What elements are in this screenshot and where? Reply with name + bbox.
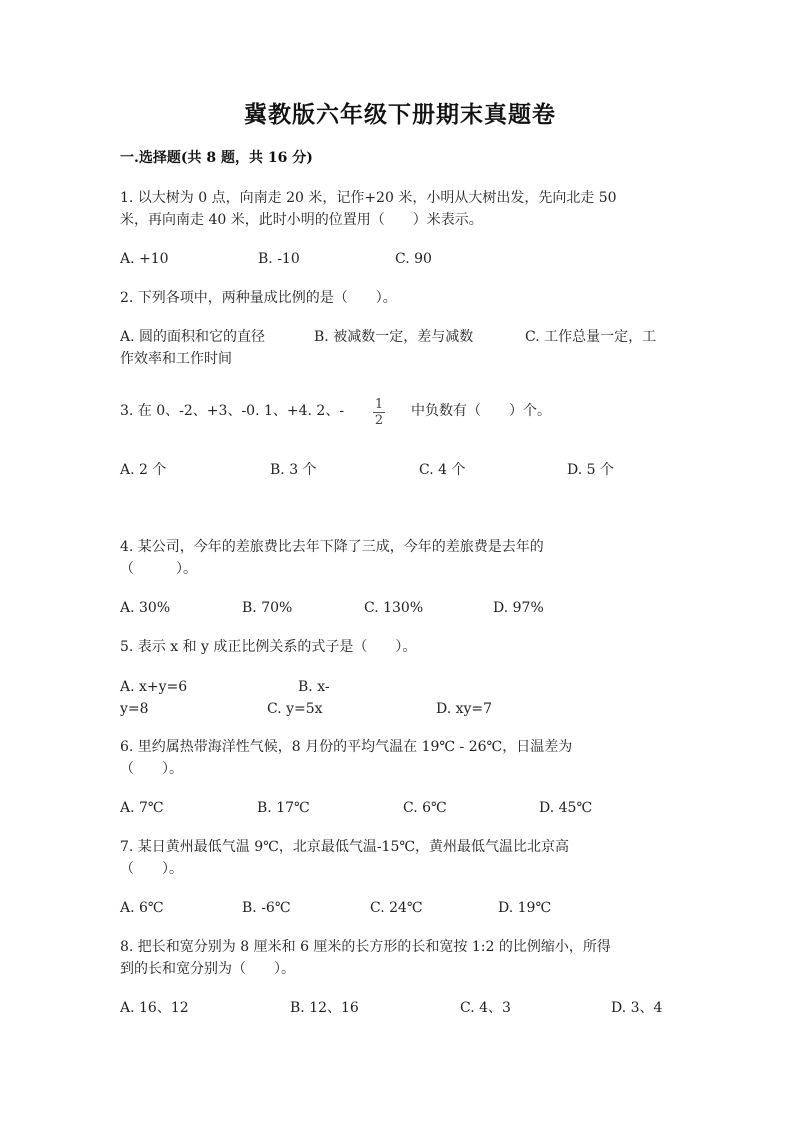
question-5-option-b-continued: y=8 xyxy=(120,701,149,717)
question-7-option-b[interactable]: B. -6℃ xyxy=(242,900,291,916)
fraction-numerator: 1 xyxy=(374,397,384,412)
question-8-option-c[interactable]: C. 4、3 xyxy=(460,1000,511,1016)
question-5-option-d[interactable]: D. xy=7 xyxy=(436,701,493,717)
question-7-option-d[interactable]: D. 19℃ xyxy=(498,900,552,916)
question-3-option-c[interactable]: C. 4 个 xyxy=(419,462,466,478)
section-heading: 一.选择题(共 8 题，共 16 分) xyxy=(120,150,313,166)
question-8-option-d[interactable]: D. 3、4 xyxy=(611,1000,663,1016)
question-4-option-c[interactable]: C. 130% xyxy=(364,600,424,616)
question-2-option-c-continued: 作效率和工作时间 xyxy=(120,351,232,367)
question-4-line-2: （ ）。 xyxy=(120,561,197,577)
question-6-option-a[interactable]: A. 7℃ xyxy=(120,800,164,816)
question-1-line-2: 米，再向南走 40 米，此时小明的位置用（ ）米表示。 xyxy=(120,212,483,228)
question-5-option-c[interactable]: C. y=5x xyxy=(267,701,323,717)
question-8-option-a[interactable]: A. 16、12 xyxy=(120,1000,189,1016)
question-2-option-c[interactable]: C. 工作总量一定，工 xyxy=(525,329,657,345)
fraction-denominator: 2 xyxy=(374,413,384,428)
question-5-option-b[interactable]: B. x- xyxy=(298,679,330,695)
question-1-option-a[interactable]: A. +10 xyxy=(120,251,169,267)
question-3-line-1-start: 3. 在 0、-2、+3、-0. 1、+4. 2、- xyxy=(120,403,345,419)
question-3-option-a[interactable]: A. 2 个 xyxy=(120,462,167,478)
question-6-line-1: 6. 里约属热带海洋性气候，8 月份的平均气温在 19℃ - 26℃，日温差为 xyxy=(120,739,573,755)
question-8-option-b[interactable]: B. 12、16 xyxy=(290,1000,359,1016)
question-7-line-1: 7. 某日黄州最低气温 9℃，北京最低气温-15℃，黄州最低气温比北京高 xyxy=(120,839,570,855)
question-4-line-1: 4. 某公司，今年的差旅费比去年下降了三成，今年的差旅费是去年的 xyxy=(120,539,544,555)
question-3-line-1-end: 中负数有（ ）个。 xyxy=(411,403,551,419)
question-7-option-a[interactable]: A. 6℃ xyxy=(120,900,164,916)
question-6-option-d[interactable]: D. 45℃ xyxy=(539,800,593,816)
question-4-option-d[interactable]: D. 97% xyxy=(493,600,544,616)
question-1-option-c[interactable]: C. 90 xyxy=(395,251,432,267)
question-2-line-1: 2. 下列各项中，两种量成比例的是（ ）。 xyxy=(120,290,397,306)
question-5-line-1: 5. 表示 x 和 y 成正比例关系的式子是（ ）。 xyxy=(120,639,417,655)
question-2-option-a[interactable]: A. 圆的面积和它的直径 xyxy=(120,329,266,345)
question-6-option-c[interactable]: C. 6℃ xyxy=(403,800,447,816)
question-4-option-a[interactable]: A. 30% xyxy=(120,600,171,616)
question-8-line-2: 到的长和宽分别为（ ）。 xyxy=(120,961,295,977)
question-2-option-b[interactable]: B. 被减数一定，差与减数 xyxy=(314,329,474,345)
page-title: 冀教版六年级下册期末真题卷 xyxy=(244,101,556,128)
question-5-option-a[interactable]: A. x+y=6 xyxy=(120,679,188,695)
question-1-option-b[interactable]: B. -10 xyxy=(258,251,300,267)
question-1-line-1: 1. 以大树为 0 点，向南走 20 米，记作+20 米，小明从大树出发，先向北走 50 xyxy=(120,190,617,206)
question-7-line-2: （ ）。 xyxy=(120,861,183,877)
fraction-one-half xyxy=(372,397,386,428)
question-3-option-b[interactable]: B. 3 个 xyxy=(270,462,317,478)
question-4-option-b[interactable]: B. 70% xyxy=(242,600,293,616)
question-6-line-2: （ ）。 xyxy=(120,761,183,777)
question-6-option-b[interactable]: B. 17℃ xyxy=(257,800,310,816)
question-7-option-c[interactable]: C. 24℃ xyxy=(370,900,423,916)
question-3-option-d[interactable]: D. 5 个 xyxy=(567,462,614,478)
question-8-line-1: 8. 把长和宽分别为 8 厘米和 6 厘米的长方形的长和宽按 1:2 的比例缩小，所得 xyxy=(120,939,611,955)
